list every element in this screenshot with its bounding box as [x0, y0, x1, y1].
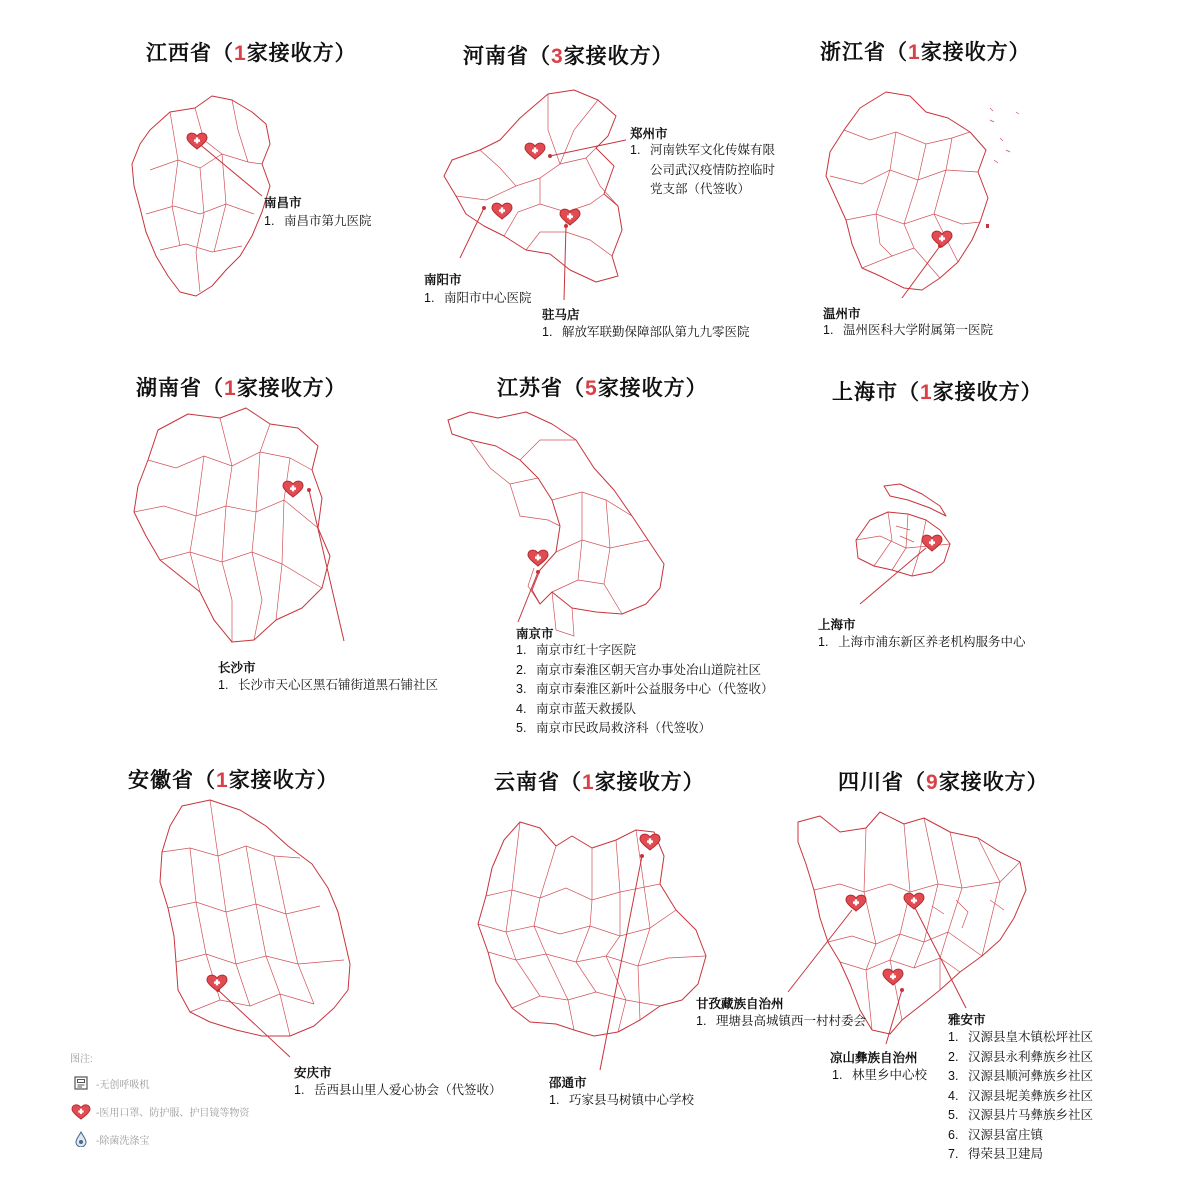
- list-item: 7. 得荣县卫建局: [948, 1147, 1044, 1161]
- heart-plus-icon: [846, 895, 866, 911]
- list-item: 1. 长沙市天心区黑石铺街道黑石铺社区: [218, 678, 439, 692]
- legend: [70, 1050, 249, 1153]
- heart-plus-icon: [70, 1102, 92, 1120]
- panel-title-jiangxi: 江西省（1家接收方）: [146, 42, 357, 65]
- recipient-list: [948, 1028, 1093, 1165]
- city-label: 南阳市: [424, 273, 462, 287]
- city-label: 温州市: [823, 307, 861, 321]
- panel-title-hunan: 湖南省（1家接收方）: [136, 377, 347, 400]
- list-item: 1. 汉源县皇木镇松坪社区: [948, 1030, 1094, 1044]
- city-label: 雅安市: [948, 1013, 986, 1027]
- heart-plus-icon: [904, 893, 924, 909]
- city-label: 安庆市: [294, 1066, 332, 1080]
- list-item: 1. 河南铁军文化传媒有限公司武汉疫情防控临时党支部（代签收）: [630, 143, 776, 196]
- droplet-icon: [70, 1131, 92, 1147]
- list-item: 5. 汉源县片马彝族乡社区: [948, 1108, 1094, 1122]
- recipient-list: [696, 1012, 866, 1032]
- list-item: 1. 温州医科大学附属第一医院: [823, 323, 994, 337]
- list-item: 1. 南京市红十字医院: [516, 643, 637, 657]
- city-label: 长沙市: [218, 661, 256, 675]
- panel-title-shanghai: 上海市（1家接收方）: [832, 381, 1043, 404]
- legend-title: 图注:: [70, 1054, 93, 1065]
- city-label: 南昌市: [264, 196, 302, 210]
- legend-label: -除菌洗涤宝: [96, 1135, 150, 1147]
- list-item: 1. 岳西县山里人爱心协会（代签收）: [294, 1083, 502, 1097]
- list-item: 3. 南京市秦淮区新叶公益服务中心（代签收）: [516, 682, 774, 696]
- city-label: 郑州市: [630, 127, 668, 141]
- panel-title-jiangsu: 江苏省（5家接收方）: [497, 377, 708, 400]
- list-item: 1. 解放军联勤保障部队第九九零医院: [542, 325, 750, 339]
- panel-title-zhejiang: 浙江省（1家接收方）: [820, 41, 1031, 64]
- city-label: 驻马店: [542, 308, 580, 322]
- list-item: 5. 南京市民政局救济科（代签收）: [516, 721, 712, 735]
- list-item: 1. 南阳市中心医院: [424, 291, 532, 305]
- recipient-list: [832, 1066, 927, 1086]
- panel-title-sichuan: 四川省（9家接收方）: [838, 771, 1049, 794]
- city-label: 南京市: [516, 627, 554, 641]
- city-label: 凉山彝族自治州: [830, 1051, 918, 1065]
- list-item: 1. 巧家县马树镇中心学校: [549, 1093, 695, 1107]
- ventilator-icon: [70, 1076, 92, 1090]
- city-label: 上海市: [818, 618, 856, 632]
- panel-title-yunnan: 云南省（1家接收方）: [494, 771, 705, 794]
- list-item: 1. 林里乡中心校: [832, 1068, 928, 1082]
- city-label: 邵通市: [549, 1076, 587, 1090]
- list-item: 6. 汉源县富庄镇: [948, 1127, 1044, 1142]
- legend-label: -无创呼吸机: [96, 1079, 150, 1091]
- legend-item: [70, 1069, 249, 1097]
- legend-item: [70, 1097, 249, 1125]
- legend-label: -医用口罩、防护服、护目镜等物资: [96, 1107, 250, 1119]
- list-item: 1. 理塘县高城镇西一村村委会: [696, 1014, 867, 1028]
- panel-title-anhui: 安徽省（1家接收方）: [128, 769, 339, 792]
- list-item: 2. 南京市秦淮区朝天宫办事处冶山道院社区: [516, 662, 762, 677]
- list-item: 1. 南昌市第九医院: [264, 214, 372, 228]
- city-label: 甘孜藏族自治州: [696, 997, 784, 1011]
- list-item: 3. 汉源县顺河彝族乡社区: [948, 1069, 1094, 1083]
- heart-plus-icon: [883, 969, 903, 985]
- legend-item: [70, 1125, 249, 1153]
- list-item: 4. 汉源县坭美彝族乡社区: [948, 1088, 1094, 1103]
- list-item: 2. 汉源县永利彝族乡社区: [948, 1049, 1094, 1064]
- panel-title-henan: 河南省（3家接收方）: [463, 45, 674, 68]
- list-item: 4. 南京市蓝天救援队: [516, 701, 637, 716]
- list-item: 1. 上海市浦东新区养老机构服务中心: [818, 635, 1026, 649]
